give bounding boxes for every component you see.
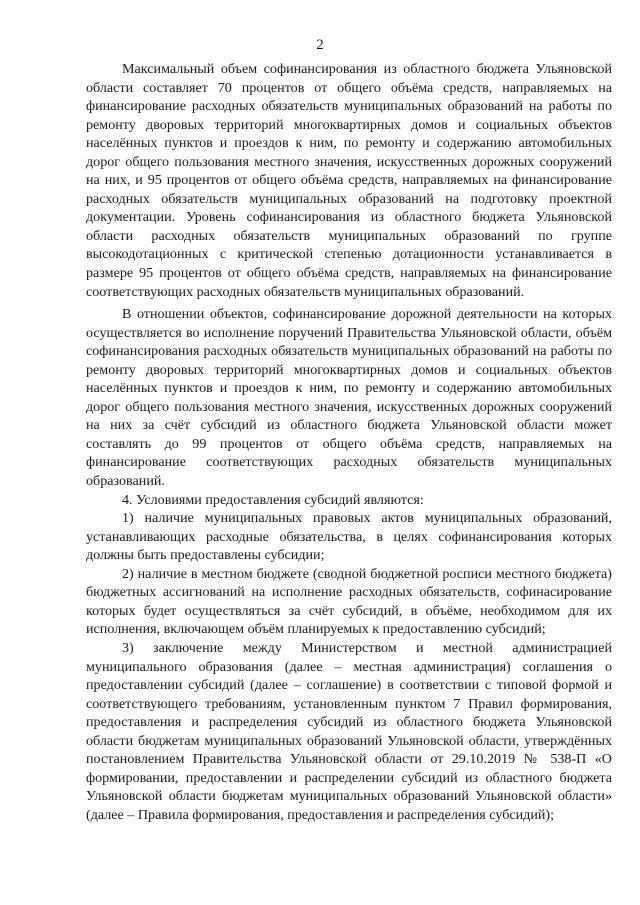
paragraph-cofinancing-max: Максимальный объем софинансирования из областного бюджета Ульяновской области составляет 70 процентов от общего объёма средств, направляемых на финансирование расходных обязательств муниципальных образований на работы по ремонту дворовых территорий многоквартирных домов и социальных объектов населённых пунктов и проездов к ним, по ремонту и содержанию автомобильных дорог общего пользования местного значения, искусственных дорожных сооружений на них, и 95 процентов от общего объёма средств, направляемых на финансирование расходных обязательств муниципальных образований на подготовку проектной документации. Уровень софинансирования из областного бюджета Ульяновской области расходных обязательств муниципальных образований по группе высокодотационных с критической степенью дотационности устанавливается в размере 95 процентов от общего объёма средств, направляемых на финансирование соответствующих расходных обязательств муниципальных образований. xyxy=(86,61,612,300)
document-body xyxy=(86,60,612,824)
list-item-condition-3: 3) заключение между Министерством и местной администрацией муниципального образования (далее – местная администрация) соглашения о предоставлении субсидий (далее – соглашение) в соответствии с типовой формой и соответствующего требованиям, установленным пунктом 7 Правил формирования, предоставления и распределения субсидий из областного бюджета Ульяновской области бюджетам муниципальных образований Ульяновской области, утверждённых постановлением Правительства Ульяновской области от 29.10.2019 № 538-П «О формировании, предоставлении и распределении субсидий из областного бюджета Ульяновской области бюджетам муниципальных образований Ульяновской области» (далее – Правила формирования, предоставления и распределения субсидий); xyxy=(86,639,612,823)
list-item-condition-2: 2) наличие в местном бюджете (сводной бюджетной росписи местного бюджета) бюджетных ассигнований на исполнение расходных обязательств, софинасирование которых будет осуществляться за счёт субсидий, в объёме, необходимом для их исполнения, включающем объём планируемых к предоставлению субсидий; xyxy=(86,565,612,638)
list-item-condition-1: 1) наличие муниципальных правовых актов муниципальных образований, устанавливающих расходные обязательства, в целях софинансирования которых должны быть предоставлены субсидии; xyxy=(86,510,612,564)
page-number: 2 xyxy=(316,37,324,53)
paragraph-government-orders: В отношении объектов, софинансирование дорожной деятельности на которых осуществляется во исполнение поручений Правительства Ульяновской области, объём софинансирования расходных обязательств муниципальных образований на работы по ремонту дворовых территорий многоквартирных домов и социальных объектов населённых пунктов и проездов к ним, по ремонту и содержанию автомобильных дорог общего пользования местного значения, искусственных дорожных сооружений на них за счёт субсидий из областного бюджета Ульяновской области может составлять до 99 процентов от общего объёма средств, направляемых на финансирование соответствующих расходных обязательств муниципальных образований. xyxy=(86,306,612,490)
paragraph-conditions-heading: 4. Условиями предоставления субсидий являются: xyxy=(122,491,424,508)
